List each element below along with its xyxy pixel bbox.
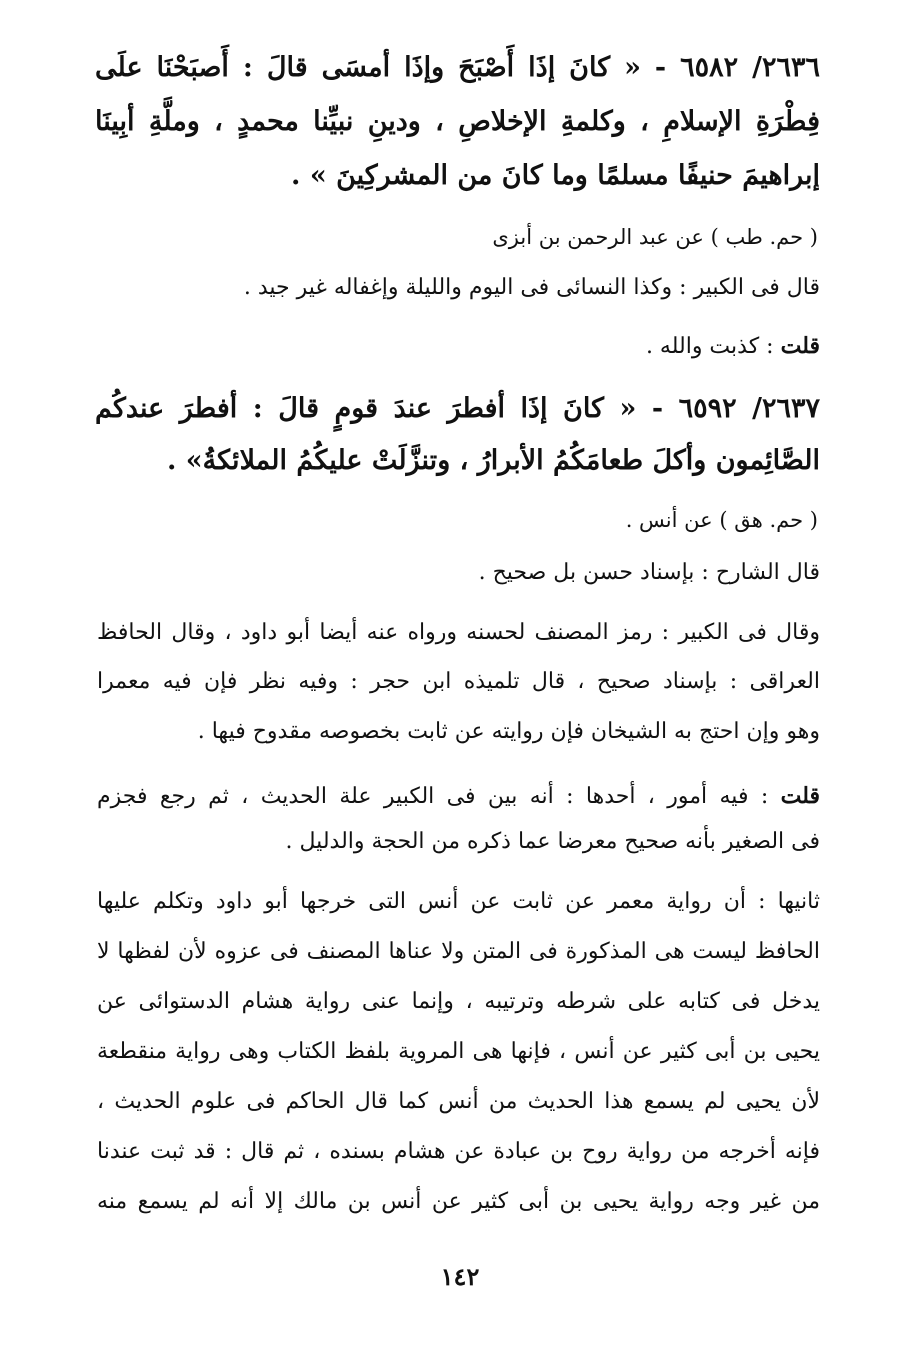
commentary-kabir-note: قال فى الكبير : وكذا النسائى فى اليوم والليلة وإغفاله غير جيد .: [243, 275, 820, 300]
qultu-paragraph-2-continuation: فى الصغير بأنه صحيح معرضا عما ذكره من الحجة والدليل .: [285, 829, 820, 854]
commentary-thaniha-line-1: ثانيها : أن رواية معمر عن ثابت عن أنس التى خرجها أبو داود وتكلم عليها: [97, 889, 820, 914]
commentary-thaniha-line-3: يدخل فى كتابه على شرطه وترتيبه ، وإنما عنى رواية هشام الدستوائى عن: [97, 989, 820, 1014]
hadith-2636-line-2: فِطْرَةِ الإسلامِ ، وكلمةِ الإخلاصِ ، ودينِ نبيِّنا محمدٍ ، وملَّةِ أبِينَا: [95, 106, 820, 137]
commentary-thaniha-line-7: من غير وجه رواية يحيى بن أبى كثير عن أنس بن مالك إلا أنه لم يسمع منه: [97, 1189, 820, 1214]
hadith-2636-line-1: ٢٦٣٦/ ٦٥٨٢ - « كانَ إذَا أَصْبَحَ وإذَا أمسَى قالَ : أَصبَحْنَا علَى: [95, 52, 820, 83]
commentary-thaniha-line-5: لأن يحيى لم يسمع هذا الحديث من أنس كما قال الحاكم فى علوم الحديث ،: [97, 1089, 820, 1114]
hadith-2637-source: ( حم. هق ) عن أنس .: [625, 508, 818, 532]
commentary-thaniha-line-4: يحيى بن أبى كثير عن أنس ، فإنها هى المروية بلفظ الكتاب وهى رواية منقطعة: [97, 1039, 820, 1064]
qultu-text: : فيه أمور ، أحدها : أنه بين فى الكبير علة الحديث ، ثم رجع فجزم: [97, 784, 781, 809]
commentary-kabir-line-1: وقال فى الكبير : رمز المصنف لحسنه ورواه عنه أيضا أبو داود ، وقال الحافظ: [97, 620, 820, 645]
commentary-kabir-line-3: وهو وإن احتج به الشيخان فإن روايته عن ثابت بخصوصه مقدوح فيها .: [197, 719, 820, 744]
qultu-text: : كذبت والله .: [645, 334, 781, 359]
qultu-paragraph-2: [97, 776, 820, 816]
hadith-2637-line-2: الصَّائِمون وأكلَ طعامَكُمُ الأبرارُ ، وتنزَّلَتْ عليكُمُ الملائكةُ» .: [167, 445, 820, 476]
commentary-sharih: قال الشارح : بإسناد حسن بل صحيح .: [478, 560, 820, 585]
commentary-thaniha-line-6: فإنه أخرجه من رواية روح بن عبادة عن هشام بسنده ، ثم قال : قد ثبت عندنا: [97, 1139, 820, 1164]
hadith-2637-line-1: ٢٦٣٧/ ٦٥٩٢ - « كانَ إذَا أفطرَ عندَ قومٍ قالَ : أفطرَ عندكُم: [95, 393, 820, 424]
hadith-2636-source: ( حم. طب ) عن عبد الرحمن بن أبزى: [492, 225, 818, 249]
hadith-2636-line-3: إبراهيمَ حنيفًا مسلمًا وما كانَ من المشركِينَ » .: [291, 160, 820, 191]
commentary-thaniha-line-2: الحافظ ليست هى المذكورة فى المتن ولا عناها المصنف فى عزوه لأن لفظها لا: [97, 939, 820, 964]
commentary-kabir-line-2: العراقى : بإسناد صحيح ، قال تلميذه ابن حجر : وفيه نظر فإن فيه معمرا: [97, 669, 820, 694]
qultu-label: قلت: [780, 333, 820, 359]
page-number: ١٤٢: [440, 1262, 480, 1291]
qultu-paragraph-1: [97, 326, 820, 366]
qultu-label: قلت: [780, 783, 820, 809]
